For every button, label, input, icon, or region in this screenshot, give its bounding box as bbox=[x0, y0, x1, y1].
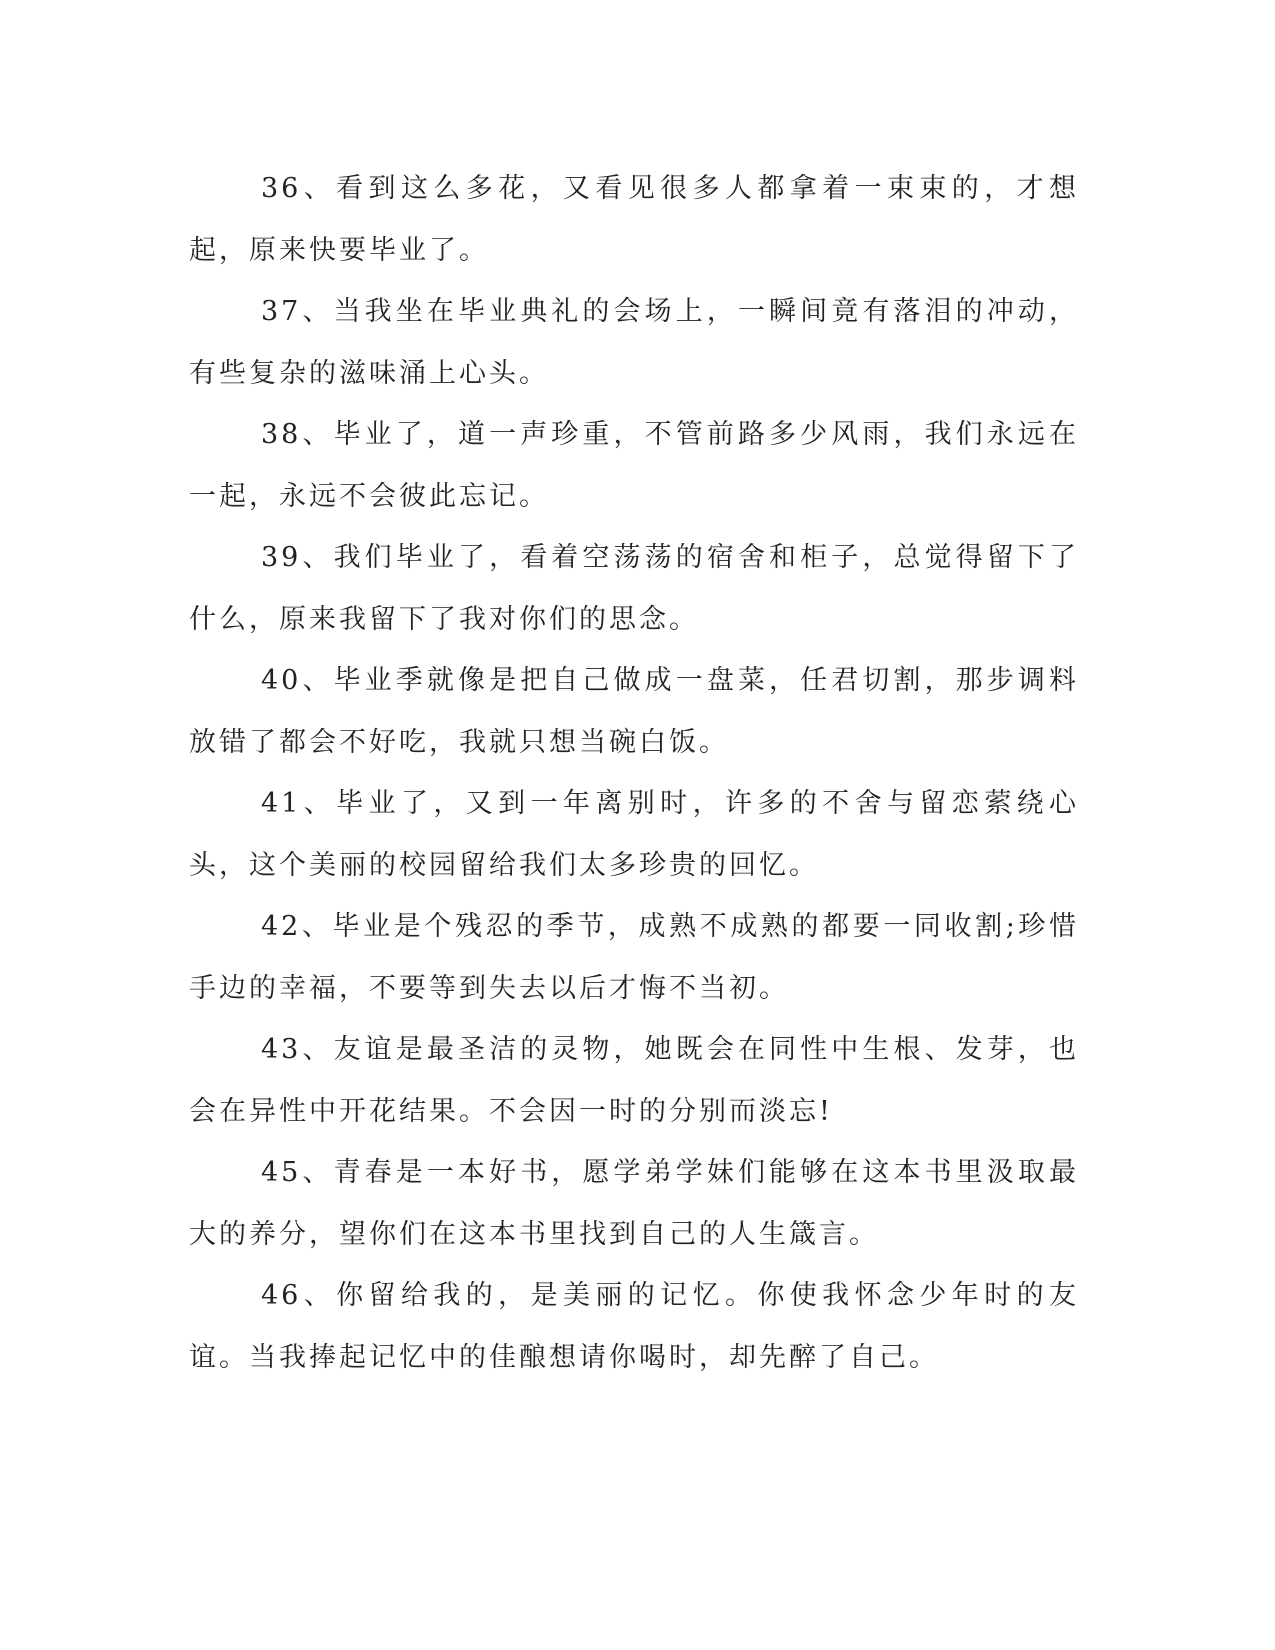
paragraph-36: 36、看到这么多花，又看见很多人都拿着一束束的，才想起，原来快要毕业了。 bbox=[189, 173, 1079, 266]
paragraph-46: 46、你留给我的，是美丽的记忆。你使我怀念少年时的友谊。当我捧起记忆中的佳酿想请你喝时，却先醉了自己。 bbox=[189, 1280, 1079, 1373]
paragraph-45: 45、青春是一本好书，愿学弟学妹们能够在这本书里汲取最大的养分，望你们在这本书里找到自己的人生箴言。 bbox=[189, 1157, 1079, 1250]
paragraph-40: 40、毕业季就像是把自己做成一盘菜，任君切割，那步调料放错了都会不好吃，我就只想当碗白饭。 bbox=[189, 665, 1079, 758]
document-body bbox=[189, 158, 1079, 1388]
paragraph-42: 42、毕业是个残忍的季节，成熟不成熟的都要一同收割;珍惜手边的幸福，不要等到失去以后才悔不当初。 bbox=[189, 911, 1079, 1004]
paragraph-37: 37、当我坐在毕业典礼的会场上，一瞬间竟有落泪的冲动，有些复杂的滋味涌上心头。 bbox=[189, 296, 1079, 389]
paragraph-43: 43、友谊是最圣洁的灵物，她既会在同性中生根、发芽，也会在异性中开花结果。不会因一时的分别而淡忘! bbox=[189, 1034, 1079, 1127]
paragraph-41: 41、毕业了，又到一年离别时，许多的不舍与留恋萦绕心头，这个美丽的校园留给我们太多珍贵的回忆。 bbox=[189, 788, 1079, 881]
paragraph-38: 38、毕业了，道一声珍重，不管前路多少风雨，我们永远在一起，永远不会彼此忘记。 bbox=[189, 419, 1079, 512]
paragraph-39: 39、我们毕业了，看着空荡荡的宿舍和柜子，总觉得留下了什么，原来我留下了我对你们的思念。 bbox=[189, 542, 1079, 635]
